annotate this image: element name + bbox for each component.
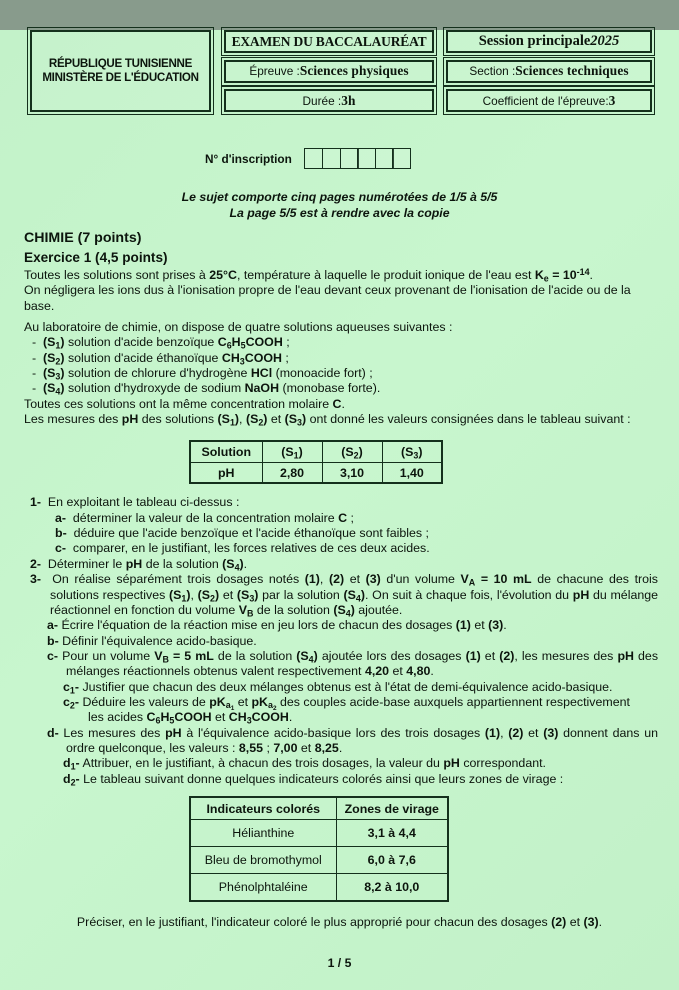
indicator-table-header-row bbox=[190, 797, 448, 820]
inscription-cell[interactable] bbox=[357, 148, 376, 169]
question-line: d- Les mesures des pH à l'équivalence acido-basique lors des trois dosages (1), (2) et (3) donnent dans un ordre quelconque, les valeurs : 8,55 ; 7,00 et 8,25. bbox=[47, 725, 658, 755]
indicator-name-cell: Phénolphtaléine bbox=[190, 874, 336, 901]
text-line: On négligera les ions dus à l'ionisation propre de l'eau devant ceux provenant de l'ionisation de l'acide ou de la base. bbox=[24, 283, 631, 313]
section-title: CHIMIE (7 points) bbox=[24, 230, 142, 246]
question-line: $d_2-$ Le tableau suivant donne quelques indicateurs colorés ainsi que leurs zones de virage : bbox=[63, 771, 564, 788]
ph-table-cell: pH bbox=[190, 462, 262, 483]
text-line: Toutes les solutions sont prises à 25°C, température à laquelle le produit ionique de l'eau est $K_e = 10^{-14}$. bbox=[24, 266, 593, 284]
notice-line-1: Le sujet comporte cinq pages numérotées de 1/5 à 5/5 bbox=[181, 190, 498, 204]
exam-title-box: EXAMEN DU BACCALAURÉAT bbox=[224, 30, 434, 53]
final-instruction: Préciser, en le justifiant, l'indicateur coloré le plus approprié pour chacun des dosages (2) et (3). bbox=[76, 914, 603, 929]
exercise-intro bbox=[24, 268, 658, 427]
indicator-name-cell: Hélianthine bbox=[190, 820, 336, 847]
indicator-table-header-cell: Indicateurs colorés bbox=[190, 797, 336, 820]
notice-line-2: La page 5/5 est à rendre avec la copie bbox=[229, 205, 450, 220]
pages-notice bbox=[0, 190, 679, 221]
inscription-cell[interactable] bbox=[375, 148, 394, 169]
ph-table-header-cell: Solution bbox=[190, 441, 262, 462]
inscription-row bbox=[205, 148, 679, 169]
header-institution-box bbox=[30, 30, 211, 112]
ph-table-cell: 2,80 bbox=[262, 462, 322, 483]
indicator-table bbox=[189, 796, 449, 902]
question-line: a- Écrire l'équation de la réaction mise en jeu lors de chacun des dosages (1) et (3). bbox=[47, 618, 507, 633]
header-right-column bbox=[446, 30, 652, 112]
question-line: $c_1-$ Justifier que chacun des deux mélanges obtenus est à l'état de demi-équivalence acido-basique. bbox=[63, 679, 613, 696]
question-line: a- déterminer la valeur de la concentration molaire C ; bbox=[55, 510, 354, 525]
question-line: c- comparer, en le justifiant, les forces relatives de ces deux acides. bbox=[55, 541, 430, 556]
indicator-table-header-cell: Zones de virage bbox=[336, 797, 448, 820]
institution-line-2: MINISTÈRE DE L'ÉDUCATION bbox=[42, 71, 199, 84]
question-line: b- Définir l'équivalence acido-basique. bbox=[47, 633, 257, 648]
ph-table bbox=[189, 440, 443, 484]
ph-table-header-cell: $(S_3)$ bbox=[382, 441, 442, 462]
indicator-zone-cell: 8,2 à 10,0 bbox=[336, 874, 448, 901]
inscription-cell[interactable] bbox=[322, 148, 341, 169]
indicator-name-cell: Bleu de bromothymol bbox=[190, 847, 336, 874]
exercise-title: Exercice 1 (4,5 points) bbox=[24, 250, 168, 265]
header-middle-column bbox=[224, 30, 434, 112]
inscription-cell[interactable] bbox=[392, 148, 411, 169]
inscription-cell[interactable] bbox=[340, 148, 359, 169]
indicator-table-row bbox=[190, 820, 448, 847]
text-line: - $(S_4)$ solution d'hydroxyde de sodium NaOH (monobase forte). bbox=[32, 381, 381, 397]
ph-table-cell: 3,10 bbox=[322, 462, 382, 483]
question-line: 1- En exploitant le tableau ci-dessus : bbox=[30, 495, 240, 510]
question-line: b- déduire que l'acide benzoïque et l'acide éthanoïque sont faibles ; bbox=[55, 526, 429, 541]
question-line: c- Pour un volume $V_B = 5$ mL de la solution $(S_4)$ ajoutée lors des dosages (1) et (2), les mesures des pH des mélanges réactionnels obtenus valent respectivement 4,20 et 4,80. bbox=[47, 648, 659, 679]
text-line: Les mesures des pH des solutions $(S_1)$, $(S_2)$ et $(S_3)$ ont donné les valeurs consignées dans le tableau suivant : bbox=[24, 412, 631, 428]
indicator-table-row bbox=[190, 847, 448, 874]
page-number: 1 / 5 bbox=[327, 955, 352, 970]
question-line: les acides $C_6H_5COOH$ et $CH_3COOH$. bbox=[88, 710, 293, 726]
indicator-zone-cell: 6,0 à 7,6 bbox=[336, 847, 448, 874]
ph-table-header-cell: $(S_2)$ bbox=[322, 441, 382, 462]
indicator-table-row bbox=[190, 874, 448, 901]
questions-list bbox=[24, 495, 658, 787]
question-line: 2- Déterminer le pH de la solution $(S_4)$. bbox=[30, 556, 248, 573]
session-box: Session principale 2025 bbox=[446, 30, 652, 53]
inscription-label: N° d'inscription bbox=[205, 151, 292, 166]
section-box: Section : Sciences techniques bbox=[446, 60, 652, 83]
text-line: Au laboratoire de chimie, on dispose de quatre solutions aqueuses suivantes : bbox=[24, 320, 453, 335]
inscription-cells bbox=[306, 148, 412, 169]
question-line: 3- On réalise séparément trois dosages notés (1), (2) et (3) d'un volume $V_A = 10$ mL de chacune des trois solutions respectives $(S_1)$, $(S_2)$ et $(S_3)$ par la solution $(S_4)$. On suit à chaque fois, l'évolution du pH du mélange réactionnel en fonction du volume $V_B$ de la solution $(S_4)$ ajoutée. bbox=[30, 572, 659, 619]
ph-table-value-row bbox=[190, 462, 442, 483]
exam-header bbox=[30, 30, 656, 112]
ph-table-header-row bbox=[190, 441, 442, 462]
exam-duration-box: Durée : 3h bbox=[224, 89, 434, 112]
ph-table-cell: 1,40 bbox=[382, 462, 442, 483]
inscription-cell[interactable] bbox=[304, 148, 323, 169]
text-line: - $(S_3)$ solution de chlorure d'hydrogène HCl (monoacide fort) ; bbox=[32, 366, 373, 382]
exam-page bbox=[0, 30, 679, 990]
text-line: - $(S_1)$ solution d'acide benzoïque $C_6H_5COOH$ ; bbox=[32, 335, 290, 351]
coefficient-box: Coefficient de l'épreuve: 3 bbox=[446, 89, 652, 112]
text-line: Toutes ces solutions ont la même concentration molaire C. bbox=[24, 396, 345, 411]
text-line: - $(S_2)$ solution d'acide éthanoïque $CH_3COOH$ ; bbox=[32, 350, 289, 367]
exam-subject-box: Épreuve : Sciences physiques bbox=[224, 60, 434, 83]
question-line: $c_2-$ Déduire les valeurs de $pK_{a_1}$ et $pK_{a_2}$ des couples acide-base auxquels appartiennent respectivement bbox=[63, 694, 630, 713]
question-line: $d_1-$ Attribuer, en le justifiant, à chacun des trois dosages, la valeur du pH correspondant. bbox=[63, 756, 546, 772]
indicator-zone-cell: 3,1 à 4,4 bbox=[336, 820, 448, 847]
institution-line-1: RÉPUBLIQUE TUNISIENNE bbox=[48, 56, 193, 70]
ph-table-header-cell: $(S_1)$ bbox=[262, 441, 322, 462]
